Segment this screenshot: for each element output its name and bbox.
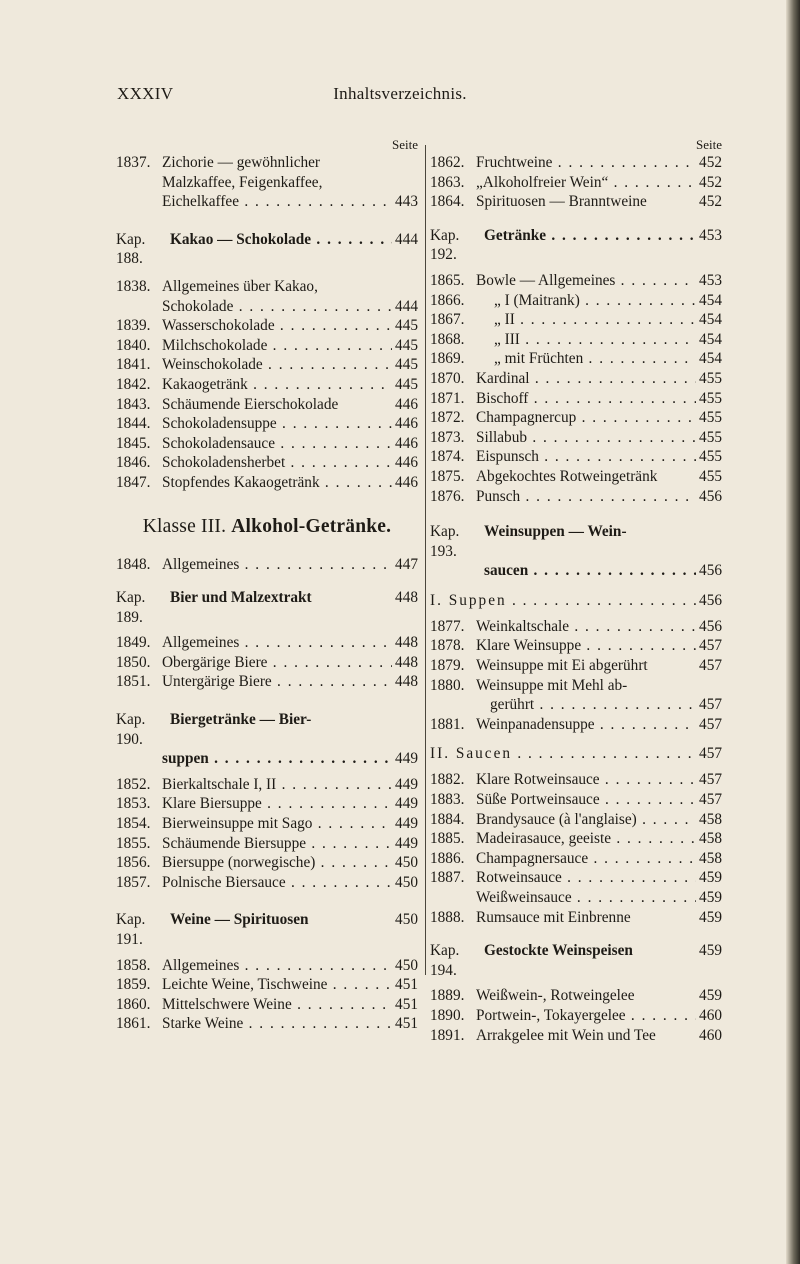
entry-number: 1857.: [116, 873, 151, 891]
entry-number: 1847.: [116, 473, 151, 491]
entry-number: 1873.: [430, 428, 465, 446]
entry-number: 1861.: [116, 1015, 151, 1033]
entry-title: Weinsuppe mit Mehl ab-: [476, 676, 628, 694]
toc-entry: [430, 868, 722, 888]
section-page: 456: [699, 591, 722, 609]
entry-page: 457: [699, 715, 722, 733]
chapter-page: 444: [395, 230, 418, 248]
toc-entry: [430, 192, 722, 212]
entry-title: Mittelschwere Weine . . .: [162, 995, 392, 1015]
entry-number: 1844.: [116, 415, 151, 433]
entry-page: 460: [699, 1006, 722, 1024]
entry-page: 445: [395, 356, 418, 374]
toc-entry: [430, 810, 722, 830]
chapter-page: 449: [395, 750, 418, 768]
toc-entry: [430, 408, 722, 428]
entry-title: Polnische Biersauce . . .: [162, 873, 392, 893]
chapter-title: Biergetränke — Bier-: [170, 711, 312, 729]
entry-title: Zichorie — gewöhnlicher: [162, 154, 321, 171]
entry-group-1858-1861: [116, 956, 418, 1034]
entry-page: 453: [699, 271, 722, 289]
toc-entry: [116, 395, 418, 415]
entry-number: 1885.: [430, 830, 465, 848]
entry-title: Kakaogetränk . . .: [162, 375, 392, 395]
toc-entry: [430, 447, 722, 467]
entry-title: Weinschokolade . . .: [162, 355, 392, 375]
section-title: I. Suppen . . .: [430, 591, 696, 611]
entry-number: 1874.: [430, 448, 465, 466]
chapter-title: Kakao — Schokolade . . .: [170, 230, 392, 250]
entry-title-continued: Schokolade . . .: [162, 297, 392, 317]
chapter-number: Kap. 192.: [430, 226, 460, 264]
entry-title: Klare Rotweinsauce . . .: [476, 770, 696, 790]
toc-entry: [116, 794, 418, 814]
entry-title: Wasserschokolade . . .: [162, 316, 392, 336]
toc-entry: [430, 153, 722, 173]
entry-page: 459: [699, 908, 722, 926]
toc-entry: [116, 775, 418, 795]
entry-number: 1843.: [116, 395, 151, 413]
entry-title: „ mit Früchten . . .: [476, 349, 696, 369]
entry-title: Allgemeines . . .: [162, 555, 392, 575]
class-prefix: Klasse III.: [142, 515, 227, 537]
entry-number: 1875.: [430, 467, 465, 485]
entry-page: 452: [699, 173, 722, 191]
toc-entry: [430, 770, 722, 790]
toc-entry: [116, 355, 418, 375]
entry-page: 451: [395, 1015, 418, 1033]
chapter-heading-190: [116, 710, 418, 769]
toc-entry: [116, 873, 418, 893]
entry-title: Weißweinsauce . . .: [476, 888, 696, 908]
toc-entry: [116, 375, 418, 395]
entry-number: 1840.: [116, 336, 151, 354]
entry-title: Champagnersauce . . .: [476, 849, 696, 869]
toc-entry: [430, 790, 722, 810]
toc-entry-1880: [430, 676, 722, 715]
toc-entry: [430, 829, 722, 849]
entry-title: Rumsauce mit Einbrenne: [476, 908, 631, 926]
entry-page: 448: [395, 634, 418, 652]
entry-title: Arrakgelee mit Wein und Tee: [476, 1026, 656, 1044]
entry-group-1865-1876: [430, 271, 722, 506]
entry-number: 1869.: [430, 350, 465, 368]
class-title: Alkohol-Getränke.: [231, 515, 392, 537]
toc-entry: [430, 487, 722, 507]
entry-title: Spirituosen — Branntweine: [476, 193, 647, 211]
entry-number: 1851.: [116, 673, 151, 691]
entry-page: 445: [395, 375, 418, 393]
chapter-number: Kap. 188.: [116, 230, 146, 268]
entry-title: „ I (Maitrank) . . .: [476, 291, 696, 311]
section-page: 457: [699, 745, 722, 763]
toc-entry: [116, 453, 418, 473]
entry-number: 1884.: [430, 810, 465, 828]
chapter-page: 456: [699, 562, 722, 580]
entry-title-continued: Malzkaffee, Feigenkaffee,: [162, 173, 323, 191]
toc-entry-1888: [430, 908, 722, 928]
entry-group-1889-1891: [430, 986, 722, 1045]
entry-number: 1878.: [430, 637, 465, 655]
entry-page: 446: [395, 473, 418, 491]
entry-title: Bowle — Allgemeines . . .: [476, 271, 696, 291]
entry-number: 1870.: [430, 369, 465, 387]
entry-page: 452: [699, 154, 722, 171]
entry-title: Leichte Weine, Tischweine . . .: [162, 975, 392, 995]
entry-page: 454: [699, 330, 722, 348]
toc-entry: [116, 633, 418, 653]
entry-title: Untergärige Biere . . .: [162, 672, 392, 692]
entry-number: 1876.: [430, 487, 465, 505]
chapter-page: 448: [395, 589, 418, 607]
entry-page: 459: [699, 889, 722, 906]
toc-entry: [116, 414, 418, 434]
entry-number: 1866.: [430, 291, 465, 309]
entry-number: 1879.: [430, 657, 465, 675]
entry-page: 455: [699, 409, 722, 427]
chapter-number: Kap. 191.: [116, 911, 146, 948]
chapter-heading-194: [430, 941, 722, 980]
entry-title: Bierweinsuppe mit Sago . . .: [162, 814, 392, 834]
toc-column-right: [430, 136, 722, 1045]
entry-title: Allgemeines . . .: [162, 956, 392, 976]
entry-number: 1871.: [430, 389, 465, 407]
chapter-title: Getränke . . .: [484, 226, 696, 246]
entry-page: 450: [395, 854, 418, 872]
entry-title-continued: gerührt . . .: [490, 695, 696, 715]
entry-title: Schäumende Biersuppe . . .: [162, 834, 392, 854]
entry-title: „Alkoholfreier Wein“ . . .: [476, 173, 696, 193]
toc-entry: [116, 853, 418, 873]
section-heading-saucen: [430, 744, 722, 764]
entry-group-1877-1879: [430, 617, 722, 676]
entry-number: 1846.: [116, 454, 151, 472]
chapter-title: Weine — Spirituosen: [170, 911, 309, 929]
page-edge-shadow: [786, 0, 800, 1264]
entry-title: Süße Portweinsauce . . .: [476, 790, 696, 810]
chapter-number: Kap. 193.: [430, 523, 460, 560]
entry-number: 1859.: [116, 976, 151, 994]
seite-label: Seite: [392, 137, 418, 152]
entry-page: 456: [699, 617, 722, 635]
toc-entry: [430, 1006, 722, 1026]
toc-entry: [116, 956, 418, 976]
entry-page: 448: [395, 673, 418, 691]
entry-page: 449: [395, 775, 418, 793]
entry-title: Schokoladensuppe . . .: [162, 414, 392, 434]
toc-entry-1837: [116, 153, 418, 212]
toc-entry: [116, 834, 418, 854]
chapter-number: Kap. 190.: [116, 711, 146, 748]
entry-page: 450: [395, 956, 418, 974]
entry-page: 443: [395, 193, 418, 211]
entry-number: 1890.: [430, 1006, 465, 1024]
entry-page: 457: [699, 657, 722, 675]
entry-page: 449: [395, 834, 418, 852]
entry-number: 1872.: [430, 409, 465, 427]
entry-number: 1849.: [116, 634, 151, 652]
entry-group-1882-1887: [430, 770, 722, 888]
entry-page: 459: [699, 869, 722, 887]
entry-number: 1856.: [116, 854, 151, 872]
entry-page: 454: [699, 350, 722, 368]
toc-entry: [116, 814, 418, 834]
entry-page: 449: [395, 795, 418, 813]
toc-entry-1838: [116, 277, 418, 316]
chapter-heading-193: [430, 522, 722, 581]
entry-page: 455: [699, 467, 722, 485]
entry-title: Brandysauce (à l'anglaise) . . .: [476, 810, 696, 830]
entry-page: 449: [395, 815, 418, 833]
toc-entry: [430, 291, 722, 311]
entry-group-1852-1857: [116, 775, 418, 893]
page-title: Inhaltsverzeichnis.: [333, 84, 467, 103]
entry-title: Milchschokolade . . .: [162, 336, 392, 356]
entry-page: 455: [699, 389, 722, 407]
entry-page: 459: [699, 987, 722, 1005]
toc-entry: [116, 653, 418, 673]
chapter-heading-189: [116, 588, 418, 627]
toc-entry: [116, 316, 418, 336]
entry-page: 446: [395, 454, 418, 472]
toc-entry: [430, 330, 722, 350]
toc-entry: [430, 617, 722, 637]
chapter-title: Weinsuppen — Wein-: [484, 523, 627, 541]
entry-title: Allgemeines . . .: [162, 633, 392, 653]
entry-title: Obergärige Biere . . .: [162, 653, 392, 673]
entry-page: 445: [395, 336, 418, 354]
section-title: II. Saucen . . .: [430, 744, 696, 764]
toc-entry: [116, 473, 418, 493]
entry-number: 1883.: [430, 791, 465, 809]
entry-title: „ III . . .: [476, 330, 696, 350]
entry-number: 1852.: [116, 775, 151, 793]
entry-page: 445: [395, 317, 418, 335]
entry-number: 1842.: [116, 375, 151, 393]
entry-title: Punsch . . .: [476, 487, 696, 507]
entry-number: 1841.: [116, 356, 151, 374]
entry-number: 1837.: [116, 154, 151, 171]
toc-entry: [430, 310, 722, 330]
entry-number: 1868.: [430, 330, 465, 348]
toc-entry: [430, 428, 722, 448]
toc-entry: [430, 467, 722, 487]
entry-page: 451: [395, 995, 418, 1013]
entry-number: 1858.: [116, 956, 151, 974]
entry-title: Weinkaltschale . . .: [476, 617, 696, 637]
entry-page: 457: [699, 696, 722, 714]
entry-title: Weißwein-, Rotweingelee: [476, 987, 635, 1005]
toc-entry: [430, 1026, 722, 1046]
entry-number: 1886.: [430, 849, 465, 867]
entry-title: Biersuppe (norwegische) . . .: [162, 853, 392, 873]
chapter-number: Kap. 189.: [116, 589, 146, 626]
toc-entry: [116, 995, 418, 1015]
entry-title: Klare Biersuppe . . .: [162, 794, 392, 814]
toc-column-left: [116, 136, 418, 1034]
entry-number: 1882.: [430, 771, 465, 789]
toc-entry: [116, 672, 418, 692]
entry-page: 447: [395, 555, 418, 573]
entry-number: 1850.: [116, 653, 151, 671]
toc-entry-1881: [430, 715, 722, 735]
page-number: XXXIV: [117, 84, 174, 103]
entry-title: Fruchtweine . . .: [476, 153, 696, 173]
entry-group-1839-1847: [116, 316, 418, 492]
entry-title: Klare Weinsuppe . . .: [476, 636, 696, 656]
entry-page: 456: [699, 487, 722, 505]
entry-page: 460: [699, 1026, 722, 1044]
entry-title: „ II . . .: [476, 310, 696, 330]
entry-number: 1855.: [116, 834, 151, 852]
entry-number: 1853.: [116, 795, 151, 813]
entry-number: 1839.: [116, 317, 151, 335]
entry-number: 1889.: [430, 987, 465, 1005]
entry-number: 1887.: [430, 869, 465, 887]
entry-number: 1862.: [430, 154, 465, 171]
entry-page: 455: [699, 369, 722, 387]
entry-number: 1854.: [116, 815, 151, 833]
toc-entry: [430, 986, 722, 1006]
entry-title: Rotweinsauce . . .: [476, 868, 696, 888]
entry-page: 446: [395, 434, 418, 452]
entry-number: 1865.: [430, 271, 465, 289]
toc-entry: [116, 1014, 418, 1034]
entry-title: Portwein-, Tokayergelee . . .: [476, 1006, 696, 1026]
entry-title: Madeirasauce, geeiste . . .: [476, 829, 696, 849]
entry-number: 1880.: [430, 676, 465, 694]
entry-number: 1877.: [430, 617, 465, 635]
toc-entry: [116, 336, 418, 356]
chapter-heading-191: [116, 910, 418, 949]
entry-page: 457: [699, 637, 722, 655]
column-divider: [425, 145, 426, 975]
toc-entry: [430, 173, 722, 193]
toc-entry-weissweinsauce: [430, 888, 722, 908]
entry-title-continued: Eichelkaffee . . .: [162, 192, 392, 212]
entry-title: Allgemeines über Kakao,: [162, 277, 318, 295]
entry-number: 1863.: [430, 173, 465, 191]
entry-title: Bischoff . . .: [476, 389, 696, 409]
entry-title: Starke Weine . . .: [162, 1014, 392, 1034]
entry-page: 444: [395, 297, 418, 315]
toc-entry: [430, 849, 722, 869]
entry-page: 455: [699, 428, 722, 446]
toc-entry-1848: [116, 555, 418, 575]
toc-entry: [430, 369, 722, 389]
entry-number: 1838.: [116, 277, 151, 295]
toc-entry: [430, 389, 722, 409]
entry-number: 1888.: [430, 908, 465, 926]
running-header: [0, 84, 800, 110]
entry-title: Schokoladensherbet . . .: [162, 453, 392, 473]
entry-number: 1891.: [430, 1026, 465, 1044]
section-heading-suppen: [430, 591, 722, 611]
toc-entry: [116, 434, 418, 454]
entry-page: 458: [699, 830, 722, 848]
chapter-page: 459: [699, 942, 722, 960]
entry-page: 458: [699, 810, 722, 828]
entry-group-1849-1851: [116, 633, 418, 692]
chapter-number: Kap. 194.: [430, 942, 460, 979]
chapter-heading-188: [116, 230, 418, 269]
entry-page: 455: [699, 448, 722, 466]
entry-page: 454: [699, 291, 722, 309]
entry-title: Schokoladensauce . . .: [162, 434, 392, 454]
entry-title: Weinsuppe mit Ei abgerührt: [476, 657, 648, 675]
chapter-heading-192: [430, 226, 722, 265]
entry-page: 458: [699, 849, 722, 867]
entry-page: 454: [699, 311, 722, 329]
chapter-title: Gestockte Weinspeisen: [484, 942, 633, 960]
entry-page: 446: [395, 415, 418, 433]
entry-title: Abgekochtes Rotweingetränk: [476, 467, 658, 485]
toc-entry: [430, 636, 722, 656]
chapter-title-continued: saucen . . .: [484, 561, 696, 581]
entry-title: Stopfendes Kakaogetränk . . .: [162, 473, 392, 493]
chapter-title-continued: suppen . . .: [162, 749, 392, 769]
entry-group-1862-1864: [430, 153, 722, 212]
chapter-page: 453: [699, 226, 722, 244]
entry-title: Sillabub . . .: [476, 428, 696, 448]
entry-page: 452: [699, 193, 722, 211]
entry-title: Eispunsch . . .: [476, 447, 696, 467]
entry-title: Schäumende Eierschokolade: [162, 395, 339, 413]
entry-page: 451: [395, 976, 418, 994]
class-heading: [116, 513, 418, 541]
seite-label: Seite: [696, 137, 722, 152]
entry-number: 1848.: [116, 555, 151, 573]
entry-number: 1881.: [430, 715, 465, 733]
entry-title: Bierkaltschale I, II . . .: [162, 775, 392, 795]
entry-number: 1860.: [116, 995, 151, 1013]
chapter-title: Bier und Malzextrakt: [170, 589, 312, 607]
entry-page: 457: [699, 791, 722, 809]
entry-title: Weinpanadensuppe . . .: [476, 715, 696, 735]
toc-entry: [116, 975, 418, 995]
entry-number: 1867.: [430, 311, 465, 329]
entry-page: 446: [395, 395, 418, 413]
chapter-page: 450: [395, 911, 418, 929]
entry-page: 448: [395, 653, 418, 671]
toc-entry: [430, 656, 722, 676]
entry-number: 1864.: [430, 193, 465, 211]
entry-title: Champagnercup . . .: [476, 408, 696, 428]
toc-entry: [430, 349, 722, 369]
entry-page: 457: [699, 771, 722, 789]
entry-page: 450: [395, 873, 418, 891]
toc-entry: [430, 271, 722, 291]
entry-number: 1845.: [116, 434, 151, 452]
entry-title: Kardinal . . .: [476, 369, 696, 389]
